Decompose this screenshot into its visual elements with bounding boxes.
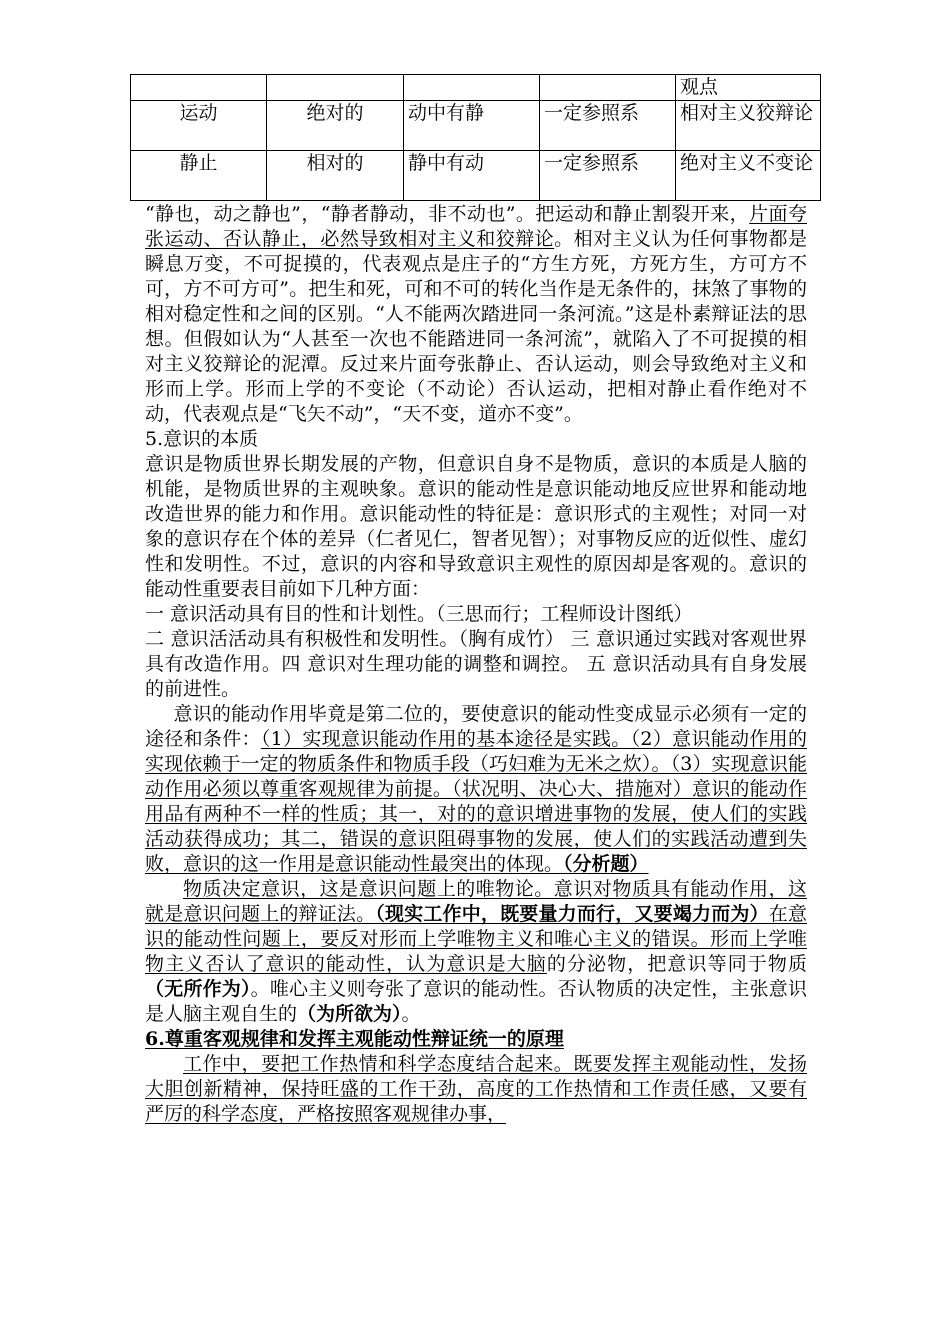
table-cell: 一定参照系	[540, 151, 676, 201]
section-heading-6: 6.尊重客观规律和发挥主观能动性辩证统一的原理	[145, 1028, 564, 1050]
table-cell: 运动	[131, 101, 267, 151]
list-item: 一 意识活动具有目的性和计划性。（三思而行；工程师设计图纸）	[145, 603, 693, 625]
table-cell: 相对的	[267, 151, 404, 201]
table-row	[131, 101, 821, 151]
table-cell: 绝对的	[267, 101, 404, 151]
underlined-text: 物质决定意识，这是意识问题上的唯物论。意识对物质具有能动作用，这就是意识问题上的辩证法。	[145, 878, 807, 925]
table-cell: 一定参照系	[540, 101, 676, 151]
table-row	[131, 151, 821, 201]
bold-note: （为所欲为）	[297, 1003, 402, 1025]
bold-note: （分析题）	[563, 853, 649, 875]
paragraph-objective-laws: 工作中，要把工作热情和科学态度结合起来。既要发挥主观能动性，发扬大胆创新精神，保持旺盛的工作干劲，高度的工作热情和工作责任感，又要有严厉的科学态度，严格按照客观规律办事，	[145, 1053, 807, 1125]
table-row	[131, 75, 821, 101]
table-cell: 动中有静	[404, 101, 540, 151]
underlined-text: 片面夸张运动、否认静止，必然导致相对主义和狡辩论	[145, 203, 807, 250]
paragraph-matter-determines-consciousness: 物质决定意识，这是意识问题上的唯物论。意识对物质具有能动作用，这就是意识问题上的辩证法。（现实工作中，既要量力而行，又要竭力而为）在意识的能动性问题上，要反对形而上学唯物主义和唯心主义的错误。形而上学唯物主义否认了意识的能动性，认为意识是大脑的分泌物，把意识等同于物质（无所作为）。唯心主义则夸张了意识的能动性。否认物质的决定性，主张意识是人脑主观自生的（为所欲为）。	[145, 878, 807, 1025]
list-item: 二 意识活活动具有积极性和发明性。（胸有成竹） 三 意识通过实践对客观世界具有改造作用。四 意识对生理功能的调整和调控。 五 意识活动具有自身发展的前进性。	[145, 628, 807, 700]
table-cell	[404, 75, 540, 101]
bold-note: （现实工作中，既要量力而行，又要竭力而为）	[375, 903, 769, 925]
table-cell	[131, 75, 267, 101]
table-cell	[540, 75, 676, 101]
paragraph-relativism: “静也，动之静也”，“静者静动，非不动也”。把运动和静止割裂开来，片面夸张运动、否认静止，必然导致相对主义和狡辩论。相对主义认为任何事物都是瞬息万变，不可捉摸的，代表观点是庄子的“方生方死，方死方生，方可方不可，方不可方可”。把生和死，可和不可的转化当作是无条件的，抹煞了事物的相对稳定性和之间的区别。“人不能两次踏进同一条河流。”这是朴素辩证法的思想。但假如认为“人甚至一次也不能踏进同一条河流”，就陷入了不可捉摸的相对主义狡辩论的泥潭。反过来片面夸张静止、否认运动，则会导致绝对主义和形而上学。形而上学的不变论（不动论）否认运动，把相对静止看作绝对不动，代表观点是“飞矢不动”，“天不变，道亦不变”。	[145, 203, 807, 425]
table-cell: 静止	[131, 151, 267, 201]
motion-rest-comparison-table	[130, 74, 821, 201]
table-cell: 相对主义狡辩论	[676, 101, 821, 151]
paragraph-consciousness-essence: 意识是物质世界长期发展的产物，但意识自身不是物质，意识的本质是人脑的机能，是物质世界的主观映象。意识的能动性是意识能动地反应世界和能动地改造世界的能力和作用。意识能动性的特征是：意识形式的主观性；对同一对象的意识存在个体的差异（仁者见仁，智者见智）；对事物反应的近似性、虚幻性和发明性。不过，意识的内容和导致意识主观性的原因却是客观的。意识的能动性重要表目前如下几种方面：	[145, 453, 807, 600]
table-cell: 绝对主义不变论	[676, 151, 821, 201]
section-heading-5: 5.意识的本质	[145, 428, 259, 450]
underlined-text: 在意识的能动性问题上，要反对形而上学唯物主义和唯心主义的错误。形而上学唯物主义否认了意识的能动性，认为意识是大脑	[145, 903, 807, 975]
document-body	[145, 202, 807, 1127]
table-cell: 静中有动	[404, 151, 540, 201]
paragraph-consciousness-conditions: 意识的能动作用毕竟是第二位的，要使意识的能动性变成显示必须有一定的途径和条件：（1）实现意识能动作用的基本途径是实践。（2）意识能动作用的实现依赖于一定的物质条件和物质手段（巧妇难为无米之炊）。（3）实现意识能动作用必须以尊重客观规律为前提。（状况明、决心大、措施对）意识的能动作用品有两种不一样的性质；其一，对的的意识增进事物的发展，使人们的实践活动获得成功；其二，错误的意识阻碍事物的发展，使人们的实践活动遭到失败，意识的这一作用是意识能动性最突出的体现。（分析题）	[145, 703, 807, 875]
underlined-text: （1）实现意识能动作用的基本途径是实践。（2）意识能动作用的实现依赖于一定的物质条件和物质手段（巧妇难为无米之炊）。（3）实现意识能动作用必须以尊重客观规律为前提。（状况明、决心大、措施对）意识的能动作用品有两种不一样的性质；其一，对的的意识增进事物的发展，使人们的实践活动获得成功；其二，错误的意识阻碍事物的发展，使人们的实践活动遭到失败，意识的这一作用是意识能动性最突出的体现。	[145, 728, 807, 875]
bold-note: （无所作为）	[145, 978, 251, 1000]
table-cell: 观点	[676, 75, 821, 101]
table-cell	[267, 75, 404, 101]
